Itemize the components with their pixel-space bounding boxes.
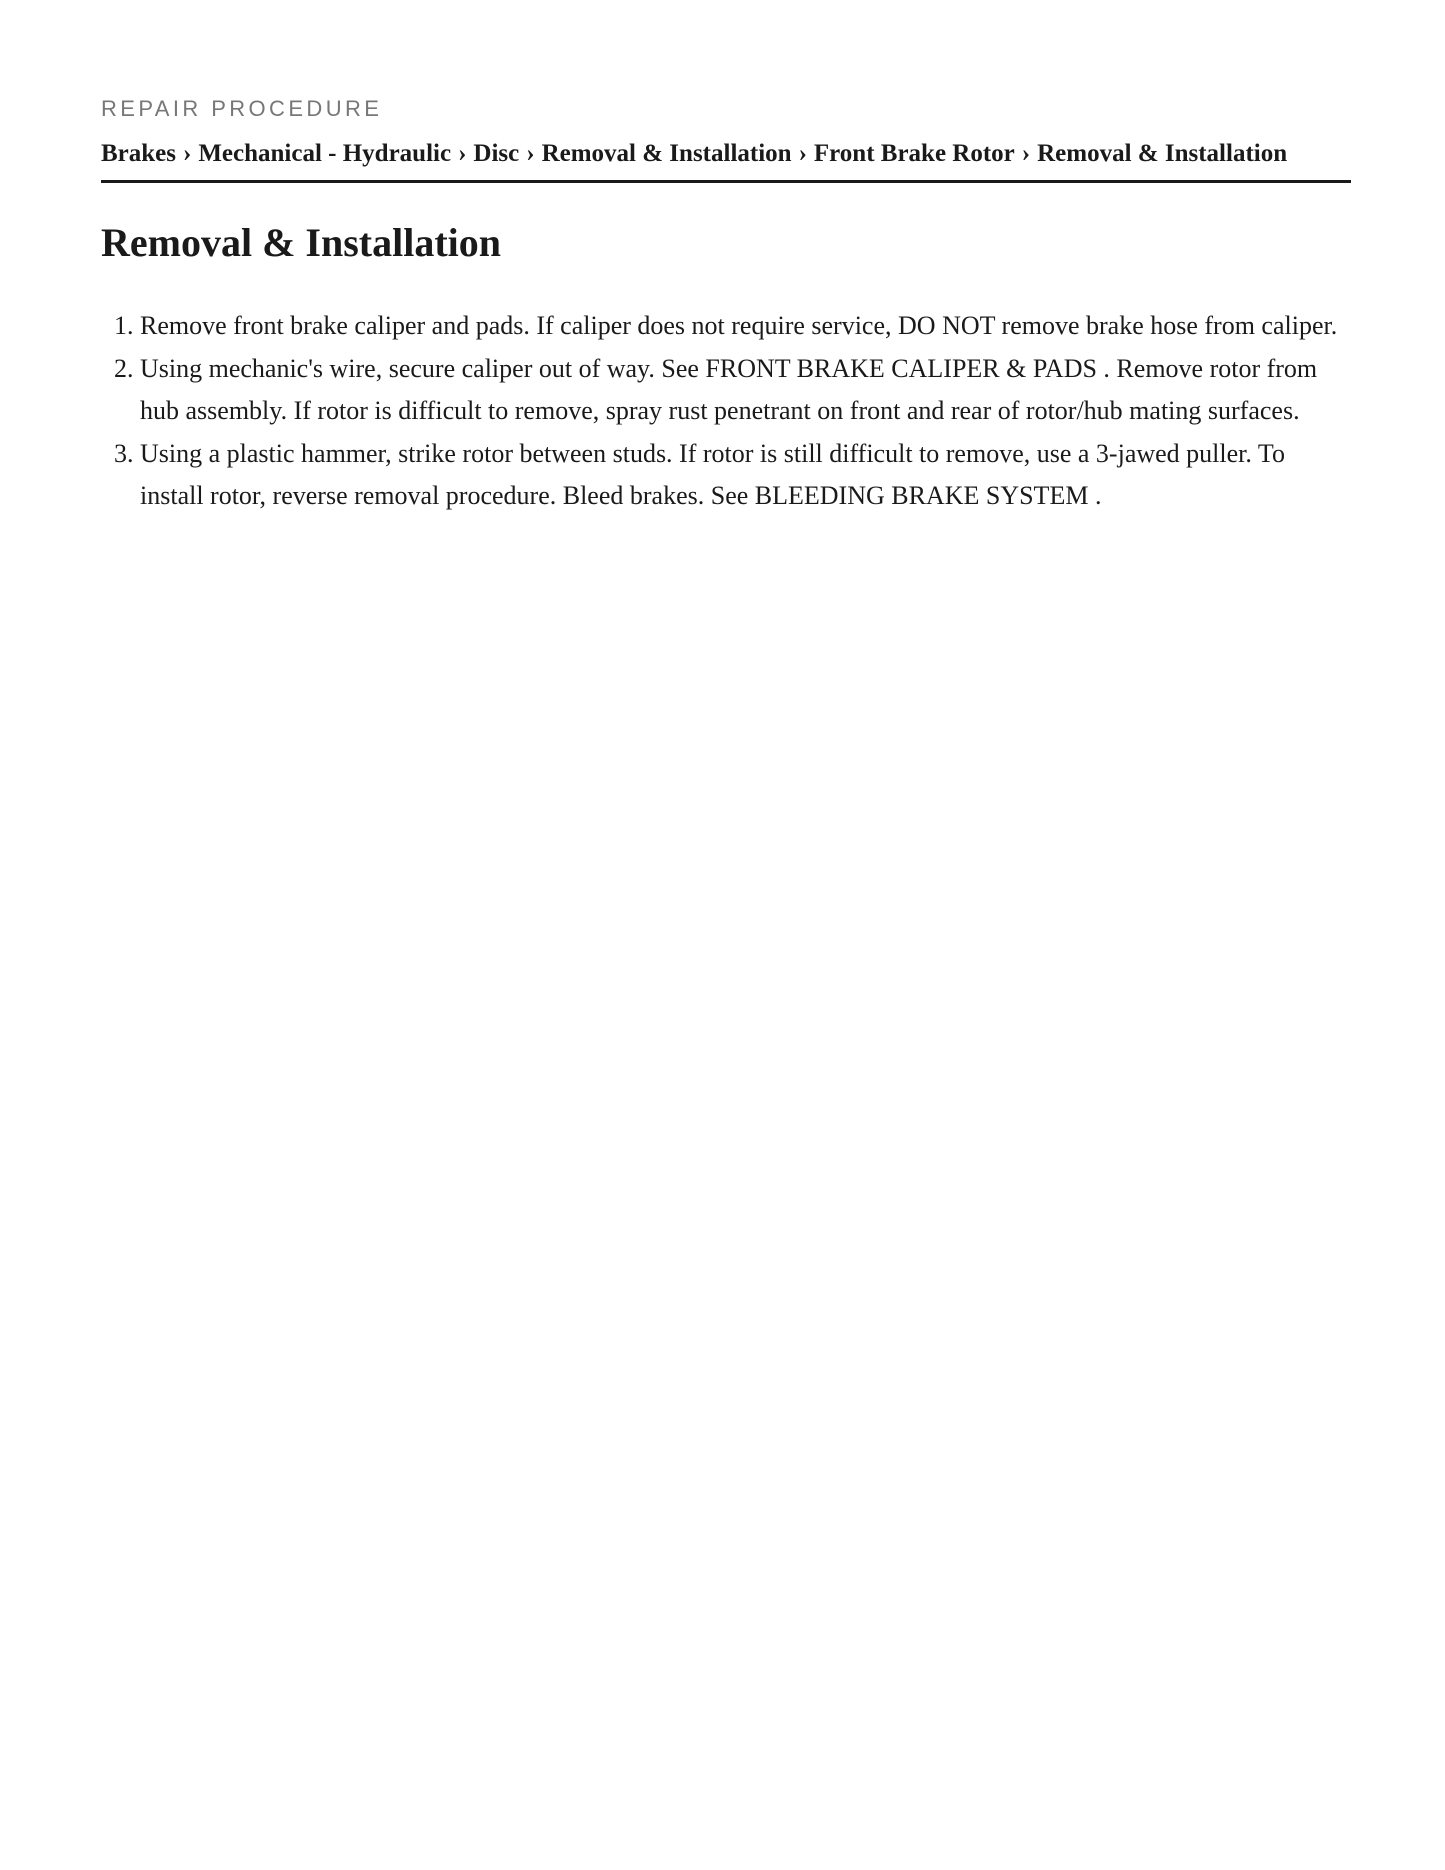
breadcrumb-separator: › [526,140,535,167]
procedure-step-2: 2. Using mechanic's wire, secure caliper out of way. See FRONT BRAKE CALIPER & PADS . Remove rotor from hub assembly. If rotor is difficult to remove, spray rust penetrant on front and rear of rotor/hub mating surfaces. [140,348,1351,433]
breadcrumb-separator: › [1021,140,1031,167]
breadcrumb-separator: › [183,140,192,167]
procedure-steps [101,305,1351,518]
breadcrumb-item-mechanical-hydraulic[interactable]: Mechanical - Hydraulic [198,140,452,167]
breadcrumb-item-current: Removal & Installation [1037,140,1288,167]
breadcrumb-item-removal-installation[interactable]: Removal & Installation [541,140,792,167]
header-divider [101,180,1351,183]
breadcrumb-separator: › [798,140,807,167]
breadcrumb [101,138,1351,170]
section-kicker: REPAIR PROCEDURE [101,96,383,121]
document-page [101,96,1351,518]
breadcrumb-separator: › [458,140,467,167]
breadcrumb-item-front-brake-rotor[interactable]: Front Brake Rotor [813,140,1015,167]
procedure-step-3: 3. Using a plastic hammer, strike rotor between studs. If rotor is still difficult to remove, use a 3-jawed puller. To install rotor, reverse removal procedure. Bleed brakes. See BLEEDING BRAKE SYSTEM . [140,433,1351,518]
procedure-step-1: 1. Remove front brake caliper and pads. If caliper does not require service, DO NOT remove brake hose from caliper. [140,305,1351,348]
breadcrumb-item-brakes[interactable]: Brakes [101,140,176,167]
page-title: Removal & Installation [101,220,501,265]
breadcrumb-item-disc[interactable]: Disc [473,140,520,167]
